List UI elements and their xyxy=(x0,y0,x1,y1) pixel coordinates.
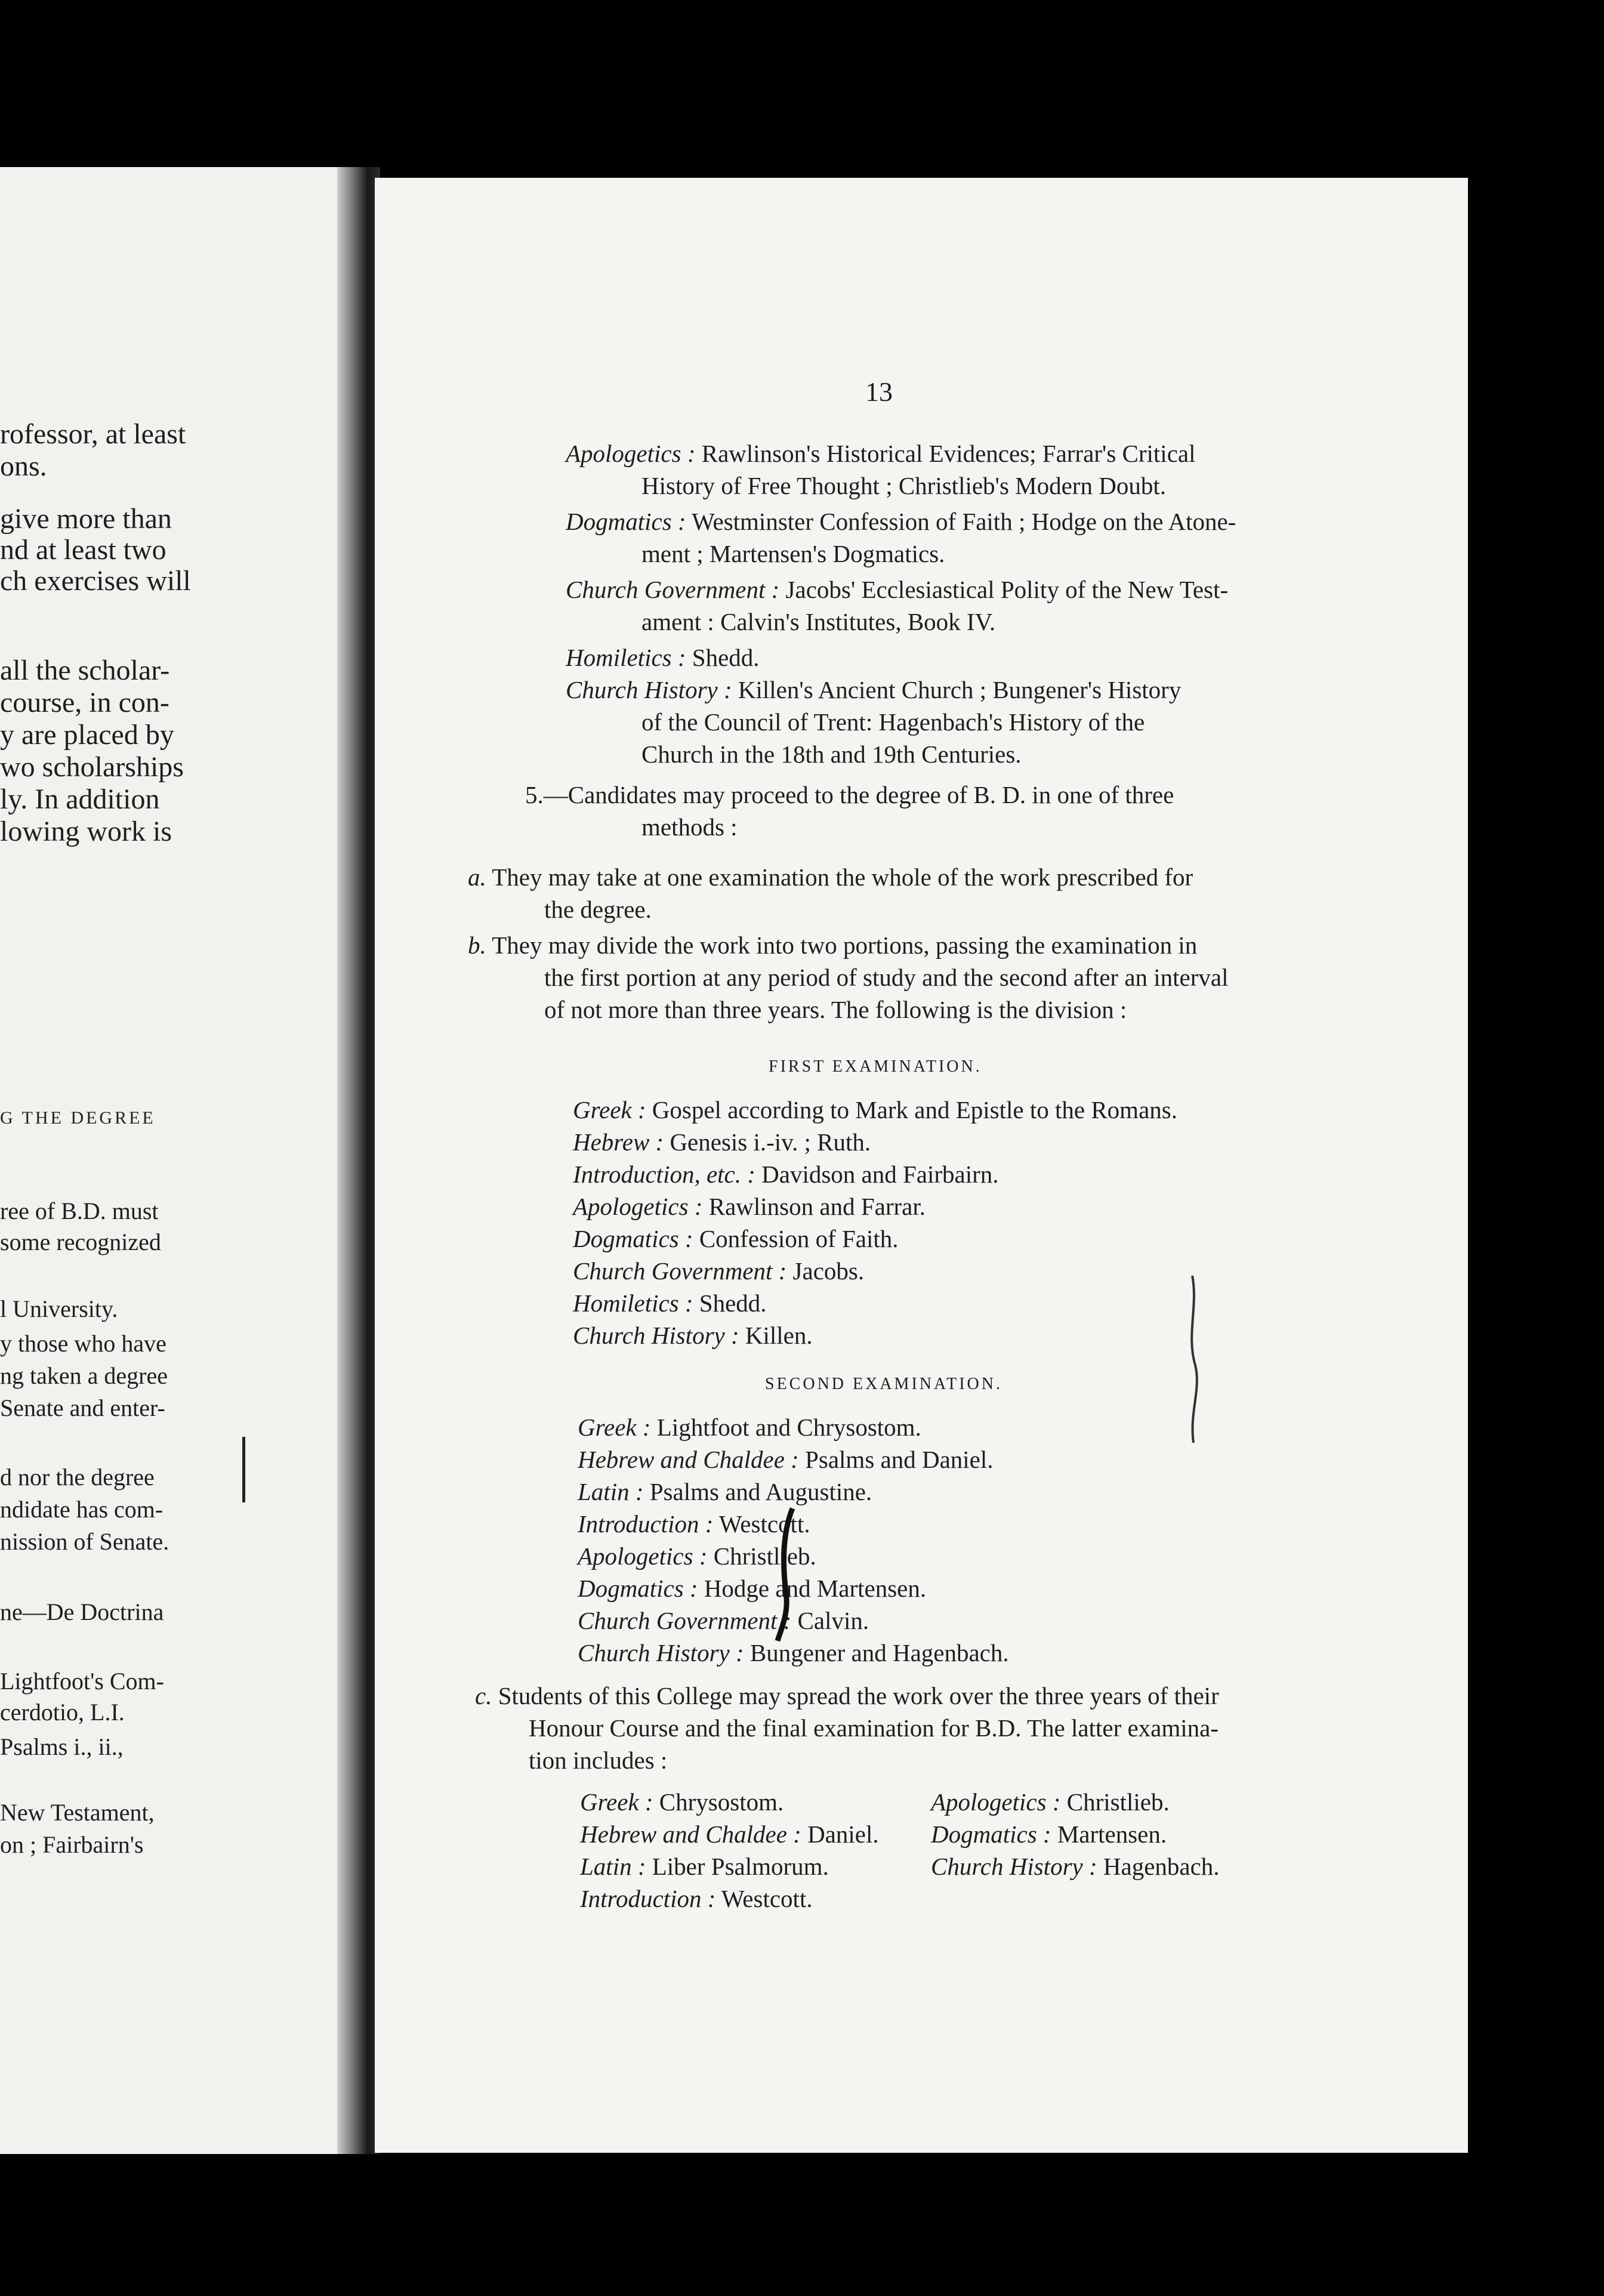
left-fragment: ons. xyxy=(0,450,47,482)
exam-item: Apologetics : Christlieb. xyxy=(578,1542,816,1570)
text-line: ment ; Martensen's Dogmatics. xyxy=(641,540,945,567)
text-line: of the Council of Trent: Hagenbach's History of the xyxy=(641,708,1145,736)
final-item: Dogmatics : Martensen. xyxy=(931,1820,1167,1848)
left-fragment: y are placed by xyxy=(0,719,174,751)
final-item: Latin : Liber Psalmorum. xyxy=(580,1853,829,1880)
text-line: c. Students of this College may spread the work over the three years of their xyxy=(475,1682,1219,1709)
text-line: Church in the 18th and 19th Centuries. xyxy=(641,740,1022,768)
exam-item: Church Government : Jacobs. xyxy=(573,1257,865,1285)
left-fragment: rofessor, at least xyxy=(0,418,186,450)
left-fragment: Senate and enter- xyxy=(0,1394,165,1421)
final-item: Hebrew and Chaldee : Daniel. xyxy=(580,1820,879,1848)
exam-item: Hebrew : Genesis i.-iv. ; Ruth. xyxy=(573,1128,871,1156)
text-line: Church History : Killen's Ancient Church ; Bungener's History xyxy=(566,676,1182,703)
book-gutter xyxy=(337,167,380,2154)
exam-item: Latin : Psalms and Augustine. xyxy=(578,1478,872,1505)
left-fragment: on ; Fairbairn's xyxy=(0,1831,144,1858)
left-fragment: y those who have xyxy=(0,1330,166,1357)
text-line: 5.—Candidates may proceed to the degree of B. D. in one of three xyxy=(525,781,1174,808)
exam-item: Church History : Killen. xyxy=(573,1322,813,1349)
final-item: Greek : Chrysostom. xyxy=(580,1788,784,1816)
left-fragment: d nor the degree xyxy=(0,1464,155,1490)
left-fragment: Lightfoot's Com- xyxy=(0,1668,164,1695)
text-line: a. They may take at one examination the whole of the work prescribed for xyxy=(468,863,1193,891)
left-heading-fragment: G THE DEGREE xyxy=(0,1108,156,1128)
text-line: b. They may divide the work into two portions, passing the examination in xyxy=(468,931,1198,959)
first-examination-heading: FIRST EXAMINATION. xyxy=(769,1057,982,1076)
left-fragment: cerdotio, L.I. xyxy=(0,1699,125,1726)
margin-pencil-mark xyxy=(242,1437,245,1502)
left-fragment: give more than xyxy=(0,503,172,535)
second-examination-heading: SECOND EXAMINATION. xyxy=(765,1375,1002,1393)
text-line: of not more than three years. The following is the division : xyxy=(544,996,1127,1023)
exam-item: Church Government : Calvin. xyxy=(578,1607,869,1634)
exam-item: Introduction, etc. : Davidson and Fairbairn. xyxy=(573,1161,999,1188)
exam-item: Homiletics : Shedd. xyxy=(573,1289,767,1317)
page-number: 13 xyxy=(865,377,893,407)
left-fragment: nd at least two xyxy=(0,534,166,566)
left-fragment: ndidate has com- xyxy=(0,1496,164,1523)
left-fragment: Psalms i., ii., xyxy=(0,1733,124,1760)
text-line: tion includes : xyxy=(529,1746,668,1774)
left-fragment: lowing work is xyxy=(0,816,172,847)
right-page xyxy=(375,178,1468,2153)
text-line: ament : Calvin's Institutes, Book IV. xyxy=(641,608,996,635)
final-item: Apologetics : Christlieb. xyxy=(931,1788,1170,1816)
exam-item: Dogmatics : Hodge and Martensen. xyxy=(578,1575,927,1602)
left-fragment: nission of Senate. xyxy=(0,1528,169,1555)
text-line: methods : xyxy=(641,813,738,841)
exam-item: Introduction : Westcott. xyxy=(578,1510,810,1538)
text-line: Honour Course and the final examination for B.D. The latter examina- xyxy=(529,1714,1219,1742)
final-item: Introduction : Westcott. xyxy=(580,1885,813,1912)
exam-item: Hebrew and Chaldee : Psalms and Daniel. xyxy=(578,1446,994,1473)
margin-pencil-mark xyxy=(1180,1270,1210,1449)
left-fragment: all the scholar- xyxy=(0,655,170,686)
exam-item: Greek : Lightfoot and Chrysostom. xyxy=(578,1414,921,1441)
exam-item: Church History : Bungener and Hagenbach. xyxy=(578,1639,1009,1667)
text-line: Church Government : Jacobs' Ecclesiastical Polity of the New Test- xyxy=(566,576,1229,603)
text-line: Apologetics : Rawlinson's Historical Evidences; Farrar's Critical xyxy=(566,440,1196,467)
left-fragment: some recognized xyxy=(0,1229,161,1255)
left-fragment: ng taken a degree xyxy=(0,1362,168,1389)
text-line: History of Free Thought ; Christlieb's Modern Doubt. xyxy=(641,472,1166,499)
text-line: Dogmatics : Westminster Confession of Faith ; Hodge on the Atone- xyxy=(566,508,1236,535)
final-item: Church History : Hagenbach. xyxy=(931,1853,1220,1880)
left-fragment: ne—De Doctrina xyxy=(0,1598,164,1625)
text-line: Homiletics : Shedd. xyxy=(566,644,760,671)
left-fragment: New Testament, xyxy=(0,1799,155,1826)
left-page xyxy=(0,167,345,2154)
exam-item: Apologetics : Rawlinson and Farrar. xyxy=(573,1193,926,1220)
left-fragment: ree of B.D. must xyxy=(0,1198,159,1224)
left-fragment: course, in con- xyxy=(0,687,169,718)
left-fragment: wo scholarships xyxy=(0,751,184,783)
pencil-stroke xyxy=(769,1502,804,1646)
left-fragment: l University. xyxy=(0,1295,118,1322)
left-fragment: ly. In addition xyxy=(0,783,160,815)
text-line: the first portion at any period of study and the second after an interval xyxy=(544,964,1229,991)
exam-item: Greek : Gospel according to Mark and Epistle to the Romans. xyxy=(573,1096,1177,1124)
text-line: the degree. xyxy=(544,896,652,923)
left-fragment: ch exercises will xyxy=(0,565,191,597)
exam-item: Dogmatics : Confession of Faith. xyxy=(573,1225,899,1252)
